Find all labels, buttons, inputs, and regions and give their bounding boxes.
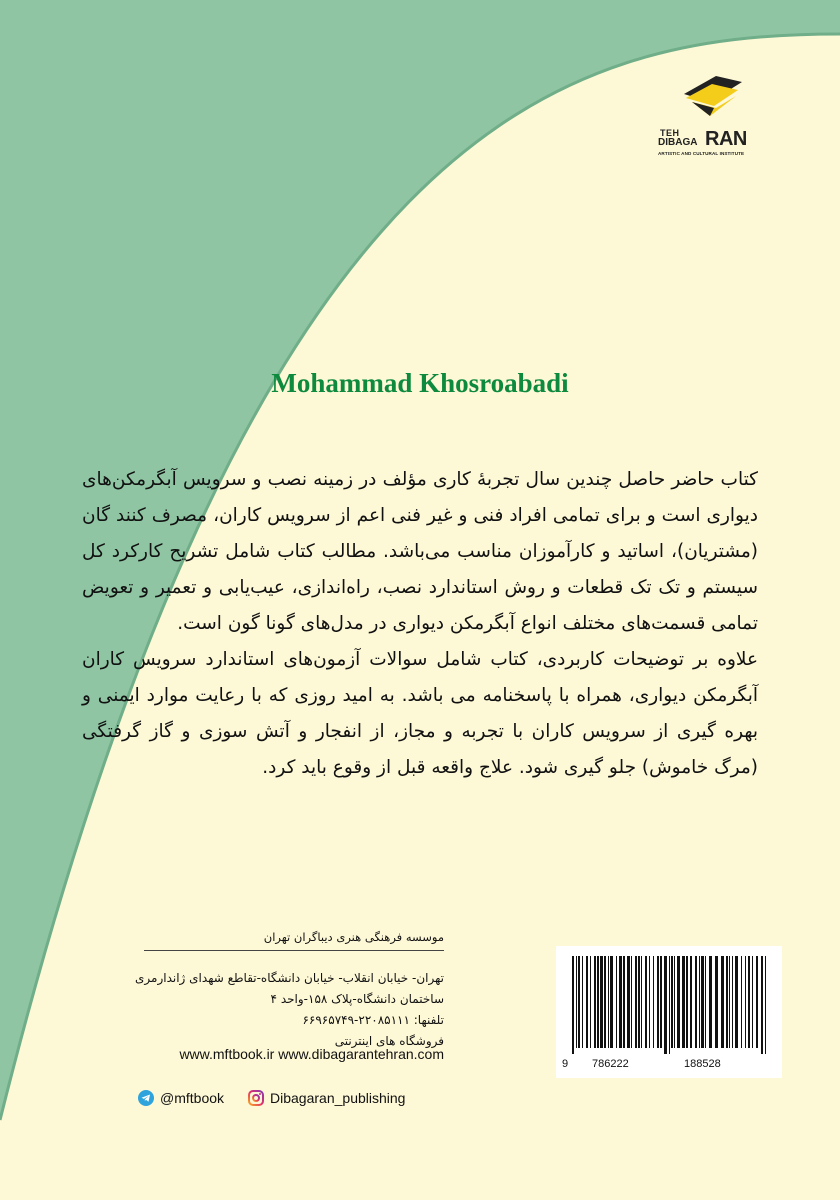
barcode-group-1: 786222 xyxy=(592,1058,629,1070)
barcode-bar xyxy=(582,956,583,1048)
barcode-bar xyxy=(653,956,654,1048)
description-paragraph-1: کتاب حاضر حاصل چندین سال تجربهٔ کاری مؤلف در زمینه نصب و سرویس آبگرمکن‌های دیواری است و برای تمامی افراد فنی و غیر فنی اعم از سرویس کاران، مصرف کنند گان (مشتریان)، اساتید و کارآموزان مناسب می‌باشد. مطالب کتاب شامل تشریح کارکرد کل سیستم و تک تک قطعات و روش استاندارد نصب، راه‌اندازی، عیب‌یابی و تعمیر و تعویض تمامی قسمت‌های مختلف انواع آبگرمکن دیواری در مدل‌های گونا گون است. xyxy=(82,469,758,634)
barcode-bar xyxy=(682,956,685,1048)
barcode-bar xyxy=(631,956,632,1048)
barcode-bar xyxy=(709,956,712,1048)
barcode-bar xyxy=(600,956,603,1048)
author-name: Mohammad Khosroabadi xyxy=(271,368,569,398)
barcode-bar xyxy=(616,956,617,1048)
barcode-bar xyxy=(627,956,630,1048)
description-paragraph-2: علاوه بر توضیحات کاربردی، کتاب شامل سوالات آزمون‌های استاندارد سرویس کاران آبگرمکن دیواری، همراه با پاسخنامه می باشد. به امید روزی که با رعایت موارد ایمنی و بهره گیری از سرویس کاران با تجربه و مجاز، از انفجار و آتش سوزی و گاز گرفتگی (مرگ خاموش) جلو گیری شود. علاج واقعه قبل از وقوع باید کرد. xyxy=(82,649,758,778)
telegram-icon[interactable] xyxy=(138,1090,154,1106)
publisher-name: موسسه فرهنگی هنری دیباگران تهران xyxy=(144,930,444,951)
barcode-group-2: 188528 xyxy=(684,1058,721,1070)
barcode-bar xyxy=(735,956,738,1048)
barcode-bar xyxy=(576,956,577,1048)
barcode-bar xyxy=(645,956,647,1048)
barcode-bar xyxy=(578,956,580,1048)
barcode-digit-first: 9 xyxy=(562,1058,569,1070)
phone-numbers: تلفنها: ۲۲۰۸۵۱۱۱-۶۶۹۶۵۷۴۹ xyxy=(302,1013,444,1027)
telegram-handle[interactable]: @mftbook xyxy=(160,1090,225,1106)
barcode-bar xyxy=(705,956,706,1048)
barcode-bar xyxy=(752,956,753,1048)
isbn-barcode xyxy=(556,946,782,1078)
address-line-2: ساختمان دانشگاه-پلاک ۱۵۸-واحد ۴ xyxy=(270,992,444,1006)
barcode-bar xyxy=(761,956,763,1054)
online-stores-label: فروشگاه های اینترنتی xyxy=(334,1034,444,1048)
barcode-bar xyxy=(586,956,588,1048)
barcode-bar xyxy=(745,956,746,1048)
barcode-bar xyxy=(604,956,606,1048)
logo-subtitle: ARTISTIC AND CULTURAL INSTITUTE xyxy=(658,151,745,156)
barcode-bar xyxy=(649,956,650,1048)
logo-dibaga: DIBAGA xyxy=(658,137,698,148)
barcode-bar xyxy=(638,956,640,1048)
barcode-bar xyxy=(608,956,609,1048)
barcode-bar xyxy=(765,956,766,1054)
barcode-bar xyxy=(619,956,622,1048)
barcode-bar xyxy=(686,956,688,1048)
book-description xyxy=(82,462,758,786)
book-logo-icon xyxy=(680,72,750,122)
barcode-bar xyxy=(671,956,673,1048)
barcode-bar xyxy=(677,956,680,1048)
barcode-bar xyxy=(597,956,599,1048)
barcode-bar xyxy=(664,956,667,1054)
instagram-handle[interactable]: Dibagaran_publishing xyxy=(270,1090,406,1106)
barcode-bar xyxy=(623,956,625,1048)
barcode-bar xyxy=(748,956,750,1048)
barcode-bar xyxy=(641,956,642,1048)
barcode-bar xyxy=(721,956,724,1048)
website-links[interactable]: www.mftbook.ir www.dibagarantehran.com xyxy=(179,1046,444,1062)
barcode-bar xyxy=(572,956,574,1054)
barcode-bar xyxy=(695,956,697,1048)
barcode-bar xyxy=(594,956,596,1048)
social-links xyxy=(138,1088,405,1108)
barcode-bar xyxy=(729,956,730,1048)
barcode-bar xyxy=(669,956,670,1054)
barcode-bar xyxy=(690,956,692,1048)
barcode-bar xyxy=(756,956,758,1048)
barcode-bar xyxy=(590,956,591,1048)
barcode-bar xyxy=(699,956,700,1048)
barcode-bar xyxy=(701,956,704,1048)
barcode-bar xyxy=(660,956,662,1048)
address-line-1: تهران- خیابان انقلاب- خیابان دانشگاه-تقاطع شهدای ژاندارمری xyxy=(135,971,444,985)
publisher-logo xyxy=(642,72,762,172)
instagram-icon[interactable] xyxy=(248,1090,264,1106)
barcode-bars xyxy=(570,956,768,1054)
logo-ran: RAN xyxy=(705,128,747,150)
barcode-bar xyxy=(657,956,659,1048)
barcode-bar xyxy=(726,956,728,1048)
barcode-bar xyxy=(635,956,637,1048)
barcode-bar xyxy=(715,956,718,1048)
logo-teh: TEH xyxy=(660,128,680,138)
barcode-bar xyxy=(674,956,675,1048)
barcode-bar xyxy=(741,956,742,1048)
barcode-bar xyxy=(610,956,613,1048)
publisher-address xyxy=(70,968,444,1052)
barcode-bar xyxy=(732,956,733,1048)
